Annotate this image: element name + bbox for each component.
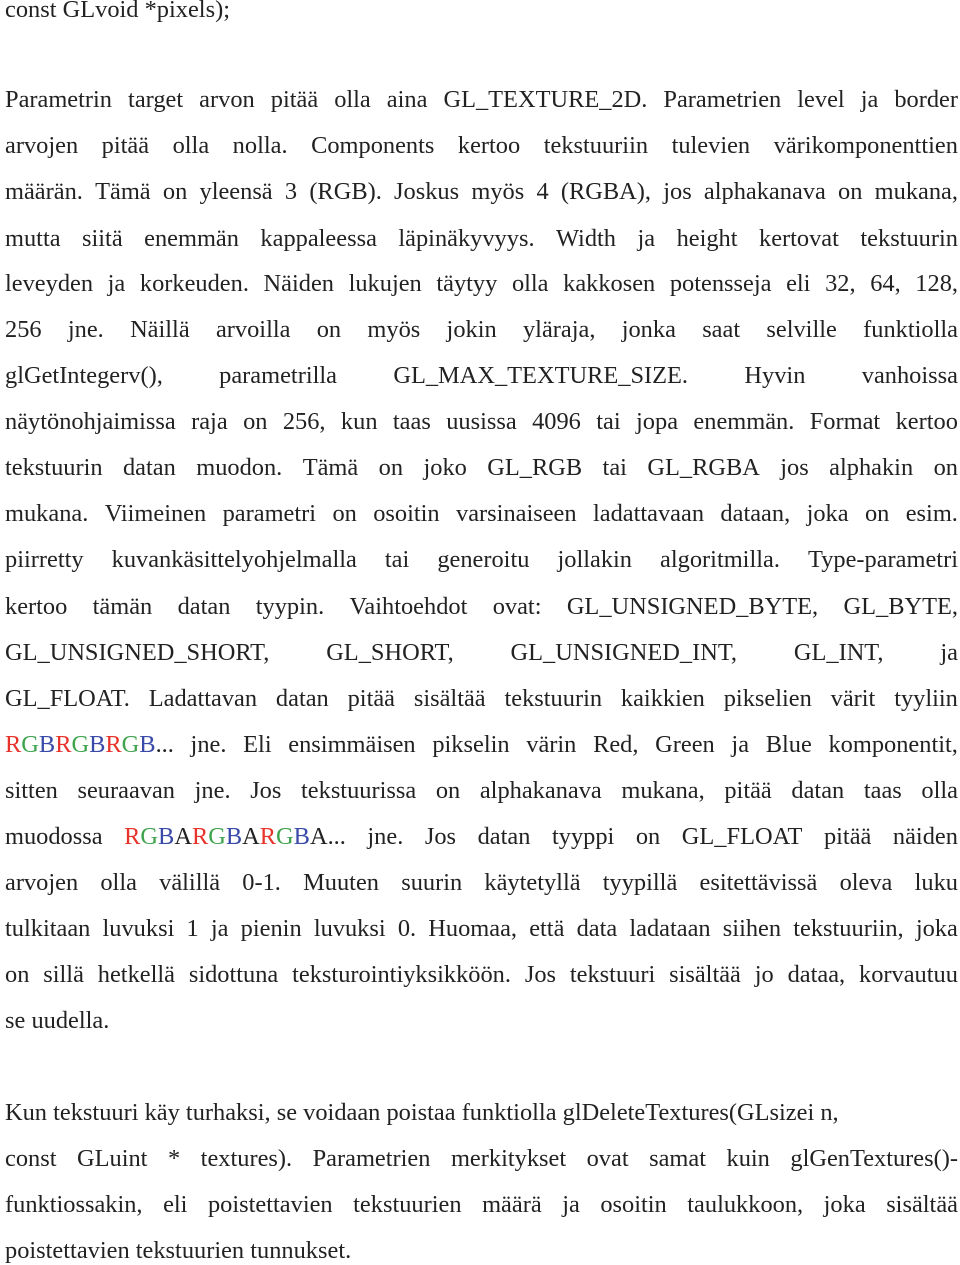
text-line: Kun tekstuuri käy turhaksi, se voidaan poistaa funktiolla glDeleteTextures(GLsizei n, <box>5 1099 839 1126</box>
text-line: näytönohjaimissa raja on 256, kun taas uusissa 4096 tai jopa enemmän. Format kertoo <box>5 408 958 435</box>
text-line: tekstuurin datan muodon. Tämä on joko GL_RGB tai GL_RGBA jos alphakin on <box>5 454 958 481</box>
text-line: RGBRGBRGB... jne. Eli ensimmäisen pikselin värin Red, Green ja Blue komponentit, <box>5 731 958 758</box>
text-line: arvojen olla välillä 0-1. Muuten suurin käytetyllä tyypillä esitettävissä oleva luku <box>5 869 958 896</box>
text-line: GL_FLOAT. Ladattavan datan pitää sisältää tekstuurin kaikkien pikselien värit tyyliin <box>5 685 958 712</box>
text-line: Parametrin target arvon pitää olla aina GL_TEXTURE_2D. Parametrien level ja border <box>5 86 958 113</box>
text-line: GL_UNSIGNED_SHORT, GL_SHORT, GL_UNSIGNED_INT, GL_INT, ja <box>5 639 958 666</box>
text-line: tulkitaan luvuksi 1 ja pienin luvuksi 0. Huomaa, että data ladataan siihen tekstuuriin, joka <box>5 915 958 942</box>
text-line: mukana. Viimeinen parametri on osoitin varsinaiseen ladattavaan dataan, joka on esim. <box>5 500 958 527</box>
text-line: const GLvoid *pixels); <box>5 0 230 23</box>
text-line: on sillä hetkellä sidottuna teksturointiyksikköön. Jos tekstuuri sisältää jo dataa, korvautuu <box>5 961 958 988</box>
text-line: sitten seuraavan jne. Jos tekstuurissa on alphakanava mukana, pitää datan taas olla <box>5 777 958 804</box>
text-line: funktiossakin, eli poistettavien tekstuurien määrä ja osoitin taulukkoon, joka sisältää <box>5 1191 958 1218</box>
text-line: määrän. Tämä on yleensä 3 (RGB). Joskus myös 4 (RGBA), jos alphakanava on mukana, <box>5 178 958 205</box>
text-line: se uudella. <box>5 1007 110 1034</box>
text-line: kertoo tämän datan tyypin. Vaihtoehdot ovat: GL_UNSIGNED_BYTE, GL_BYTE, <box>5 593 958 620</box>
text-line: mutta siitä enemmän kappaleessa läpinäkyvyys. Width ja height kertovat tekstuurin <box>5 225 958 252</box>
text-line: const GLuint * textures). Parametrien merkitykset ovat samat kuin glGenTextures()- <box>5 1145 958 1172</box>
text-line: glGetIntegerv(), parametrilla GL_MAX_TEXTURE_SIZE. Hyvin vanhoissa <box>5 362 958 389</box>
text-line: piirretty kuvankäsittelyohjelmalla tai generoitu jollakin algoritmilla. Type-parametri <box>5 546 958 573</box>
text-line: arvojen pitää olla nolla. Components kertoo tekstuuriin tulevien värikomponenttien <box>5 132 958 159</box>
text-line: poistettavien tekstuurien tunnukset. <box>5 1237 352 1264</box>
text-line: muodossa RGBARGBARGBA... jne. Jos datan tyyppi on GL_FLOAT pitää näiden <box>5 823 958 850</box>
text-line: leveyden ja korkeuden. Näiden lukujen täytyy olla kakkosen potensseja eli 32, 64, 128, <box>5 270 958 297</box>
text-line: 256 jne. Näillä arvoilla on myös jokin yläraja, jonka saat selville funktiolla <box>5 316 958 343</box>
